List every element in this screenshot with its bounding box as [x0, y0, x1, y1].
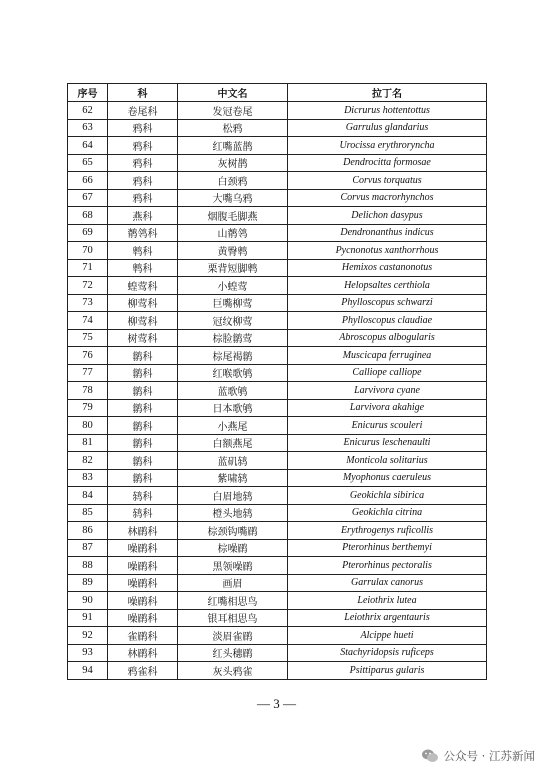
cell-serial: 70 [68, 242, 108, 260]
cell-serial: 67 [68, 189, 108, 207]
table-row [68, 662, 487, 680]
cell-chinese-name: 大嘴乌鸦 [178, 189, 288, 207]
cell-latin-name: Garrulax canorus [288, 574, 487, 592]
table-row [68, 294, 487, 312]
table-row [68, 644, 487, 662]
cell-latin-name: Psittiparus gularis [288, 662, 487, 680]
cell-chinese-name: 山鹡鸰 [178, 224, 288, 242]
table-body [68, 102, 487, 680]
cell-serial: 66 [68, 172, 108, 190]
cell-family: 柳莺科 [108, 312, 178, 330]
table-row [68, 434, 487, 452]
cell-family: 鹟科 [108, 417, 178, 435]
cell-chinese-name: 小蝗莺 [178, 277, 288, 295]
header-chinese-name: 中文名 [178, 84, 288, 102]
cell-serial: 77 [68, 364, 108, 382]
cell-serial: 90 [68, 592, 108, 610]
cell-family: 鹟科 [108, 399, 178, 417]
cell-serial: 85 [68, 504, 108, 522]
cell-latin-name: Myophonus caeruleus [288, 469, 487, 487]
cell-latin-name: Dicrurus hottentottus [288, 102, 487, 120]
table-row [68, 224, 487, 242]
cell-serial: 78 [68, 382, 108, 400]
cell-serial: 64 [68, 137, 108, 155]
watermark [421, 748, 535, 764]
cell-serial: 87 [68, 539, 108, 557]
table-row [68, 539, 487, 557]
cell-latin-name: Monticola solitarius [288, 452, 487, 470]
cell-family: 鸦科 [108, 189, 178, 207]
cell-latin-name: Calliope calliope [288, 364, 487, 382]
cell-family: 树莺科 [108, 329, 178, 347]
cell-chinese-name: 红嘴蓝鹊 [178, 137, 288, 155]
cell-chinese-name: 巨嘴柳莺 [178, 294, 288, 312]
species-table [67, 83, 487, 680]
cell-chinese-name: 紫啸鸫 [178, 469, 288, 487]
cell-latin-name: Leiothrix argentauris [288, 609, 487, 627]
cell-latin-name: Delichon dasypus [288, 207, 487, 225]
table-row [68, 172, 487, 190]
cell-chinese-name: 灰头鸦雀 [178, 662, 288, 680]
cell-latin-name: Phylloscopus schwarzi [288, 294, 487, 312]
cell-serial: 76 [68, 347, 108, 365]
cell-chinese-name: 棕噪鹛 [178, 539, 288, 557]
cell-latin-name: Pterorhinus pectoralis [288, 557, 487, 575]
cell-family: 鹟科 [108, 382, 178, 400]
cell-chinese-name: 黑领噪鹛 [178, 557, 288, 575]
cell-family: 鹎科 [108, 259, 178, 277]
cell-latin-name: Hemixos castanonotus [288, 259, 487, 277]
table-row [68, 329, 487, 347]
cell-serial: 63 [68, 119, 108, 137]
cell-family: 鸫科 [108, 487, 178, 505]
cell-latin-name: Larvivora cyane [288, 382, 487, 400]
cell-family: 噪鹛科 [108, 592, 178, 610]
cell-chinese-name: 白颈鸦 [178, 172, 288, 190]
table-row [68, 382, 487, 400]
cell-latin-name: Geokichla sibirica [288, 487, 487, 505]
cell-family: 噪鹛科 [108, 574, 178, 592]
cell-serial: 62 [68, 102, 108, 120]
cell-family: 噪鹛科 [108, 539, 178, 557]
table-row [68, 627, 487, 645]
cell-chinese-name: 棕尾褐鹟 [178, 347, 288, 365]
cell-latin-name: Leiothrix lutea [288, 592, 487, 610]
table-row [68, 277, 487, 295]
cell-latin-name: Enicurus scouleri [288, 417, 487, 435]
cell-chinese-name: 银耳相思鸟 [178, 609, 288, 627]
cell-family: 鹟科 [108, 347, 178, 365]
cell-serial: 71 [68, 259, 108, 277]
cell-latin-name: Garrulus glandarius [288, 119, 487, 137]
cell-family: 鹎科 [108, 242, 178, 260]
table-row [68, 399, 487, 417]
table-row [68, 242, 487, 260]
cell-family: 噪鹛科 [108, 557, 178, 575]
table-row [68, 557, 487, 575]
cell-serial: 83 [68, 469, 108, 487]
table-row [68, 189, 487, 207]
cell-latin-name: Geokichla citrina [288, 504, 487, 522]
cell-chinese-name: 红嘴相思鸟 [178, 592, 288, 610]
cell-serial: 81 [68, 434, 108, 452]
cell-chinese-name: 棕脸鹟莺 [178, 329, 288, 347]
cell-latin-name: Alcippe hueti [288, 627, 487, 645]
cell-latin-name: Larvivora akahige [288, 399, 487, 417]
cell-family: 鸦科 [108, 172, 178, 190]
cell-chinese-name: 红头穗鹛 [178, 644, 288, 662]
cell-family: 鹟科 [108, 452, 178, 470]
table-row [68, 137, 487, 155]
cell-serial: 93 [68, 644, 108, 662]
cell-serial: 69 [68, 224, 108, 242]
cell-family: 林鹛科 [108, 522, 178, 540]
cell-latin-name: Dendronanthus indicus [288, 224, 487, 242]
cell-chinese-name: 蓝歌鸲 [178, 382, 288, 400]
cell-chinese-name: 橙头地鸫 [178, 504, 288, 522]
cell-family: 鹟科 [108, 364, 178, 382]
cell-family: 噪鹛科 [108, 609, 178, 627]
cell-serial: 86 [68, 522, 108, 540]
cell-serial: 92 [68, 627, 108, 645]
table-row [68, 207, 487, 225]
cell-serial: 89 [68, 574, 108, 592]
cell-chinese-name: 画眉 [178, 574, 288, 592]
table-row [68, 609, 487, 627]
page-number: — 3 — [257, 696, 296, 711]
cell-chinese-name: 灰树鹊 [178, 154, 288, 172]
cell-serial: 84 [68, 487, 108, 505]
cell-family: 鹡鸰科 [108, 224, 178, 242]
cell-family: 鸦科 [108, 119, 178, 137]
cell-latin-name: Pterorhinus berthemyi [288, 539, 487, 557]
cell-family: 鸦科 [108, 154, 178, 172]
cell-latin-name: Helopsaltes certhiola [288, 277, 487, 295]
cell-chinese-name: 棕颈钩嘴鹛 [178, 522, 288, 540]
cell-latin-name: Abroscopus albogularis [288, 329, 487, 347]
cell-chinese-name: 红喉歌鸲 [178, 364, 288, 382]
cell-chinese-name: 栗背短脚鹎 [178, 259, 288, 277]
watermark-text: 公众号 · 江苏新闻 [443, 749, 535, 763]
table-row [68, 364, 487, 382]
cell-serial: 75 [68, 329, 108, 347]
table-row [68, 592, 487, 610]
cell-family: 卷尾科 [108, 102, 178, 120]
table-row [68, 417, 487, 435]
header-family: 科 [108, 84, 178, 102]
cell-latin-name: Corvus torquatus [288, 172, 487, 190]
cell-family: 雀鹛科 [108, 627, 178, 645]
cell-chinese-name: 小燕尾 [178, 417, 288, 435]
header-serial: 序号 [68, 84, 108, 102]
table-row [68, 504, 487, 522]
cell-family: 鹟科 [108, 469, 178, 487]
cell-chinese-name: 冠纹柳莺 [178, 312, 288, 330]
cell-family: 蝗莺科 [108, 277, 178, 295]
cell-latin-name: Muscicapa ferruginea [288, 347, 487, 365]
table-row [68, 312, 487, 330]
cell-chinese-name: 白额燕尾 [178, 434, 288, 452]
cell-chinese-name: 蓝矶鸫 [178, 452, 288, 470]
table-row [68, 452, 487, 470]
cell-serial: 72 [68, 277, 108, 295]
cell-chinese-name: 淡眉雀鹛 [178, 627, 288, 645]
table-row [68, 487, 487, 505]
table-row [68, 347, 487, 365]
table-row [68, 102, 487, 120]
cell-serial: 88 [68, 557, 108, 575]
cell-serial: 68 [68, 207, 108, 225]
cell-serial: 94 [68, 662, 108, 680]
table-row [68, 119, 487, 137]
cell-serial: 73 [68, 294, 108, 312]
cell-serial: 79 [68, 399, 108, 417]
cell-latin-name: Dendrocitta formosae [288, 154, 487, 172]
cell-serial: 65 [68, 154, 108, 172]
cell-latin-name: Urocissa erythroryncha [288, 137, 487, 155]
cell-serial: 91 [68, 609, 108, 627]
cell-chinese-name: 白眉地鸫 [178, 487, 288, 505]
cell-family: 林鹛科 [108, 644, 178, 662]
cell-serial: 80 [68, 417, 108, 435]
table-header-row [68, 84, 487, 102]
cell-serial: 74 [68, 312, 108, 330]
cell-family: 鸦科 [108, 137, 178, 155]
cell-family: 鸦雀科 [108, 662, 178, 680]
table-row [68, 522, 487, 540]
table-row [68, 154, 487, 172]
cell-family: 鹟科 [108, 434, 178, 452]
cell-chinese-name: 烟腹毛脚燕 [178, 207, 288, 225]
cell-serial: 82 [68, 452, 108, 470]
cell-family: 燕科 [108, 207, 178, 225]
cell-latin-name: Erythrogenys ruficollis [288, 522, 487, 540]
wechat-official-account-icon [421, 748, 439, 764]
cell-family: 柳莺科 [108, 294, 178, 312]
cell-family: 鸫科 [108, 504, 178, 522]
cell-latin-name: Enicurus leschenaulti [288, 434, 487, 452]
cell-latin-name: Corvus macrorhynchos [288, 189, 487, 207]
header-latin-name: 拉丁名 [288, 84, 487, 102]
cell-chinese-name: 发冠卷尾 [178, 102, 288, 120]
cell-chinese-name: 黄臀鹎 [178, 242, 288, 260]
cell-chinese-name: 松鸦 [178, 119, 288, 137]
cell-latin-name: Phylloscopus claudiae [288, 312, 487, 330]
cell-latin-name: Stachyridopsis ruficeps [288, 644, 487, 662]
cell-chinese-name: 日本歌鸲 [178, 399, 288, 417]
table-row [68, 259, 487, 277]
table-row [68, 469, 487, 487]
table-row [68, 574, 487, 592]
cell-latin-name: Pycnonotus xanthorrhous [288, 242, 487, 260]
